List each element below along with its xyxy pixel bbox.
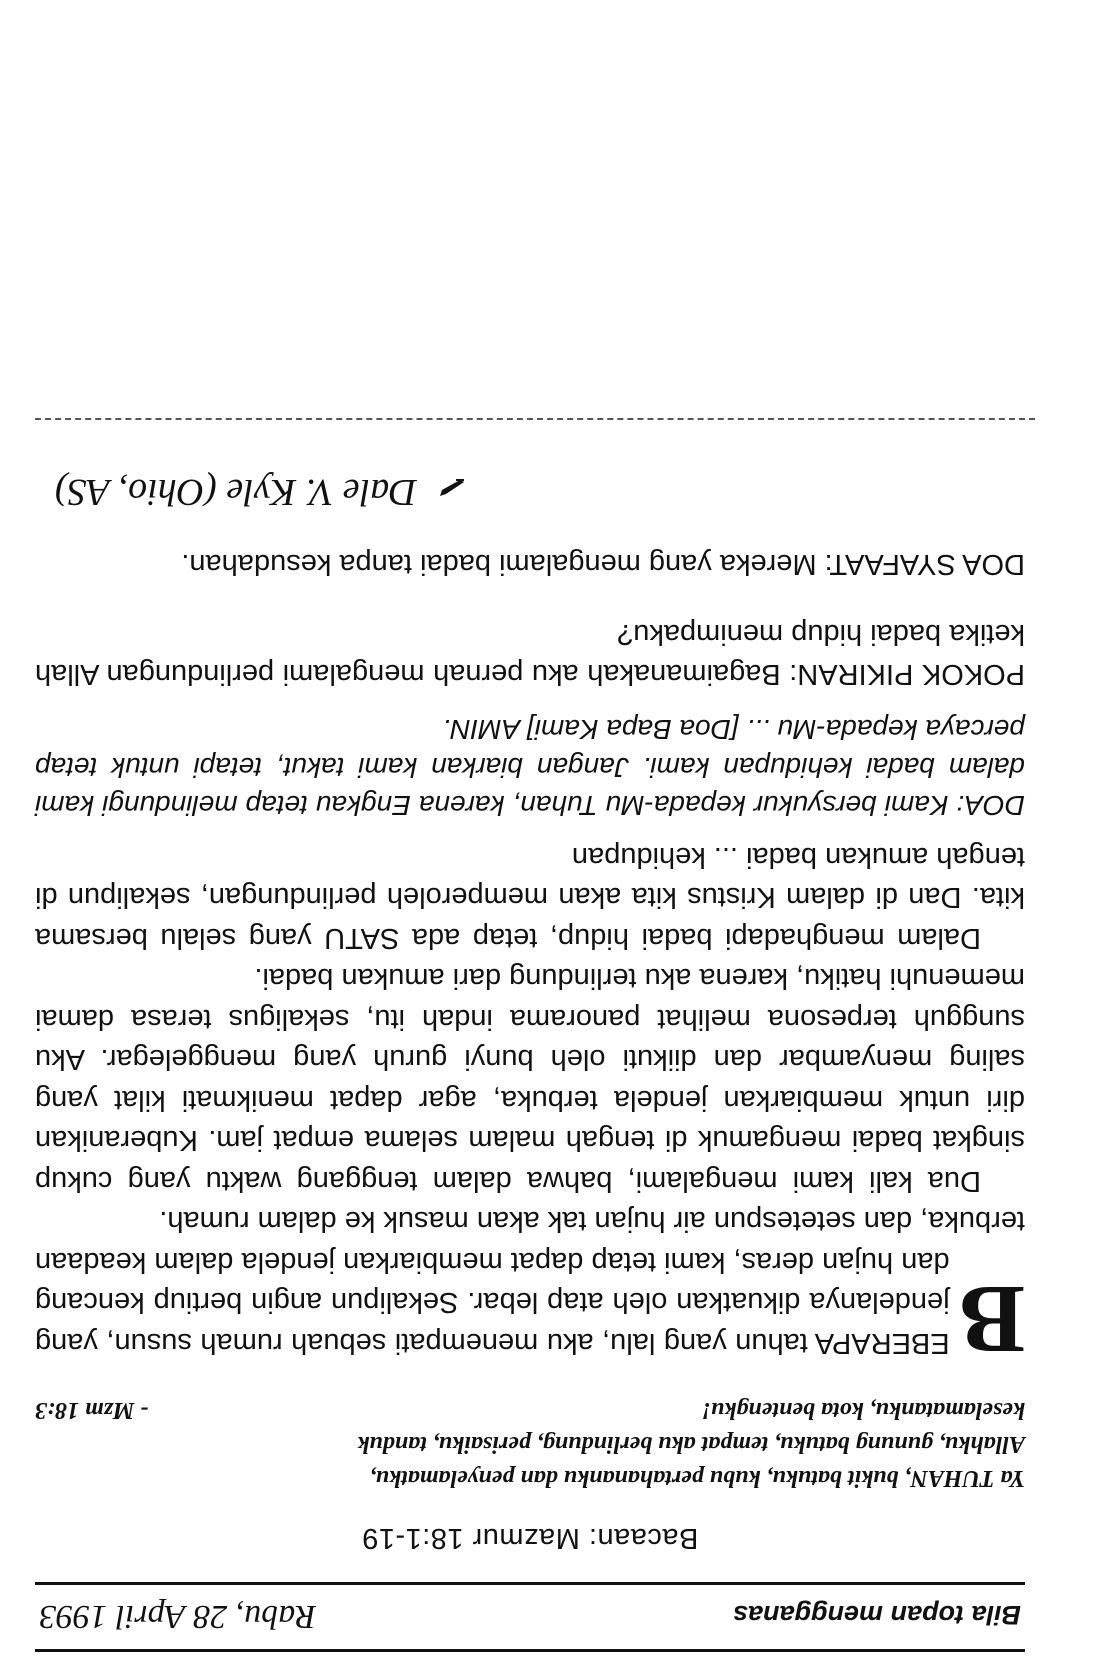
body-paragraph-3: Dalam menghadapi badai hidup, tetap ada SATU yang selalu bersama kita. Dan di dalam Kristus kita akan memperoleh perlindungan, sekalipun di tengah amukan badai ... kehidupan — [35, 841, 1025, 954]
author-line — [35, 470, 1025, 514]
key-verse — [35, 1393, 1025, 1495]
key-verse-line: Ya TUHAN, bukit batuku, kubu pertahananku dan penyelamatku, — [369, 1465, 1025, 1491]
prayer: DOA: Kami bersyukur kepada-Mu Tuhan, karena Engkau tetap melindungi kami dalam badai kehidupan kami. Jangan biarkan kami takut, tetapi untuk tetap percaya kepada-Mu ... [Doa Bapa Kami] AMIN. — [35, 714, 1025, 822]
author-name: Dale V. Kyle (Ohio, AS) — [55, 471, 417, 513]
scripture-reading: Bacaan: Mazmur 18:1-19 — [361, 1522, 699, 1554]
doa-syafaat: DOA SYAFAAT: Mereka yang mengalami badai tanpa kesudahan. — [181, 548, 1025, 581]
header-bottom-rule — [35, 1582, 1025, 1585]
key-verse-reference: - Mzm 18:3 — [35, 1397, 149, 1423]
pokok-pikiran: POKOK PIKIRAN: Bagaimanakah aku pernah mengalami perlindungan Allah ketika badai hidup menimpaku? — [35, 618, 1025, 691]
body-paragraph-1-text: EBERAPA tahun yang lalu, aku menempati sebuah rumah susun, yang jendelanya dikuatkan oleh atap lebar. Sekalipun angin bertiup kencang dan hujan deras, kami tetap dapat membiarkan jendela dalam keadaan terbuka, dan setetespun air hujan tak akan masuk ke dalam rumah. — [35, 1205, 1025, 1359]
key-verse-line: keselamatanku, kota bentengku! — [701, 1397, 1025, 1423]
page-content — [35, 416, 1025, 1652]
key-verse-line: Allahku, gunung batuku, tempat aku berlindung, perisaiku, tanduk — [357, 1431, 1025, 1457]
page-header — [35, 1585, 1025, 1649]
header-top-rule — [35, 1649, 1025, 1652]
pen-icon — [436, 478, 466, 500]
body-paragraph-1 — [35, 1201, 1025, 1373]
bottom-dashed-rule — [35, 416, 1035, 420]
key-verse-last-row — [35, 1393, 1025, 1427]
body-paragraph-2: Dua kali kami mengalami, bahwa dalam tenggang waktu yang cukup singkat badai mengamuk di tengah malam selama empat jam. Kuberanikan diri untuk membiarkan jendela terbuka, agar dapat menikmati kilat yang saling menyambar dan diikuti oleh bunyi guruh yang menggelegar. Aku sungguh terpesona melihat panorama indah itu, sekaligus terasa damai memenuhi hatiku, karena aku terlindung dari amukan badai. — [35, 962, 1025, 1197]
devotional-date: Rabu, 28 April 1993 — [39, 1598, 317, 1635]
drop-cap: B — [959, 1265, 1025, 1373]
devotional-topic: Bila topan mengganas — [732, 1600, 1021, 1630]
